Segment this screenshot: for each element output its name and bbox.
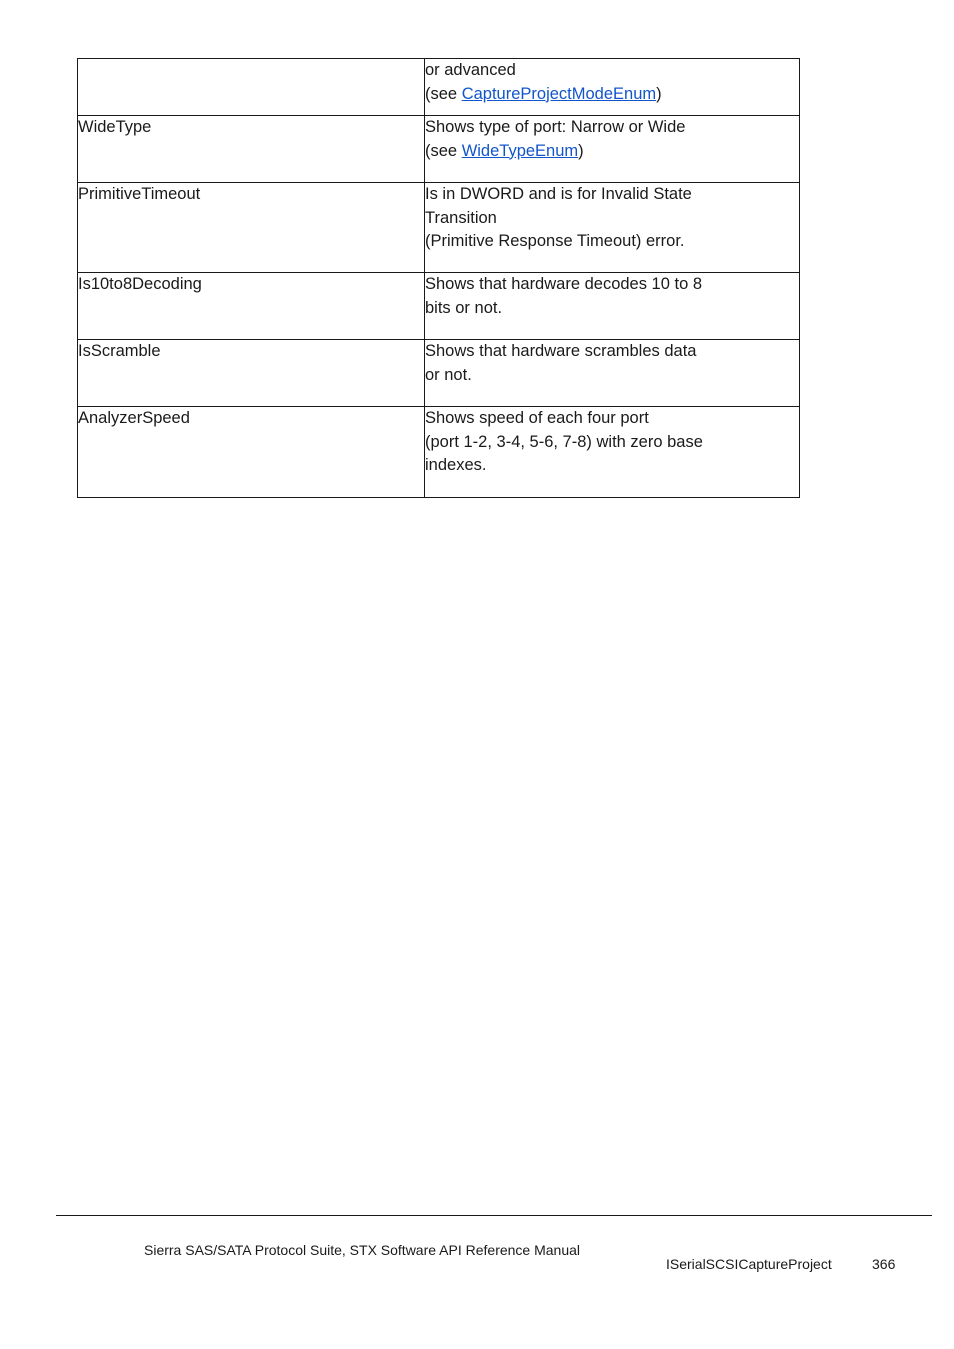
description-line: (Primitive Response Timeout) error. — [425, 232, 685, 250]
description-line: indexes. — [425, 456, 487, 474]
properties-table — [77, 58, 800, 498]
property-description-cell — [425, 59, 800, 116]
capture-project-mode-enum-link[interactable]: CaptureProjectModeEnum — [461, 84, 657, 103]
description-line: Shows that hardware scrambles data — [425, 342, 697, 360]
wide-type-enum-link[interactable]: WideTypeEnum — [461, 141, 579, 160]
description-line: or not. — [425, 365, 472, 384]
description-line: Shows speed of each four port — [425, 409, 649, 427]
property-description-cell — [425, 273, 800, 340]
description-line: Shows type of port: Narrow or Wide — [425, 118, 686, 136]
table-row — [78, 273, 800, 340]
property-description-cell — [425, 340, 800, 407]
property-name: Is10to8Decoding — [78, 275, 202, 293]
footer-manual-title: Sierra SAS/SATA Protocol Suite, STX Software API Reference Manual — [144, 1242, 581, 1258]
footer-section-name: ISerialSCSICaptureProject — [666, 1256, 832, 1272]
description-line: bits or not. — [425, 298, 503, 317]
description-line: (port 1-2, 3-4, 5-6, 7-8) with zero base — [425, 432, 703, 451]
property-description-cell — [425, 407, 800, 498]
description-line: (see CaptureProjectModeEnum) — [425, 84, 662, 103]
description-line: Shows that hardware decodes 10 to 8 — [425, 275, 703, 293]
table-row — [78, 59, 800, 116]
property-description-cell — [425, 183, 800, 273]
property-name-cell — [78, 116, 425, 183]
property-name-cell — [78, 59, 425, 116]
description-line: Transition — [425, 208, 497, 227]
description-line: Is in DWORD and is for Invalid State — [425, 185, 692, 203]
table-row — [78, 407, 800, 498]
property-name: WideType — [78, 118, 152, 136]
property-name-cell — [78, 273, 425, 340]
table-row — [78, 183, 800, 273]
property-name: AnalyzerSpeed — [78, 409, 190, 427]
property-name: IsScramble — [78, 342, 161, 360]
footer-divider — [56, 1215, 932, 1216]
page-number: 366 — [872, 1256, 896, 1272]
property-name-cell — [78, 407, 425, 498]
description-line: or advanced — [425, 61, 516, 79]
property-name: PrimitiveTimeout — [78, 185, 201, 203]
table-row — [78, 116, 800, 183]
table-row — [78, 340, 800, 407]
property-description-cell — [425, 116, 800, 183]
property-name-cell — [78, 340, 425, 407]
property-name-cell — [78, 183, 425, 273]
description-line: (see WideTypeEnum) — [425, 141, 584, 160]
